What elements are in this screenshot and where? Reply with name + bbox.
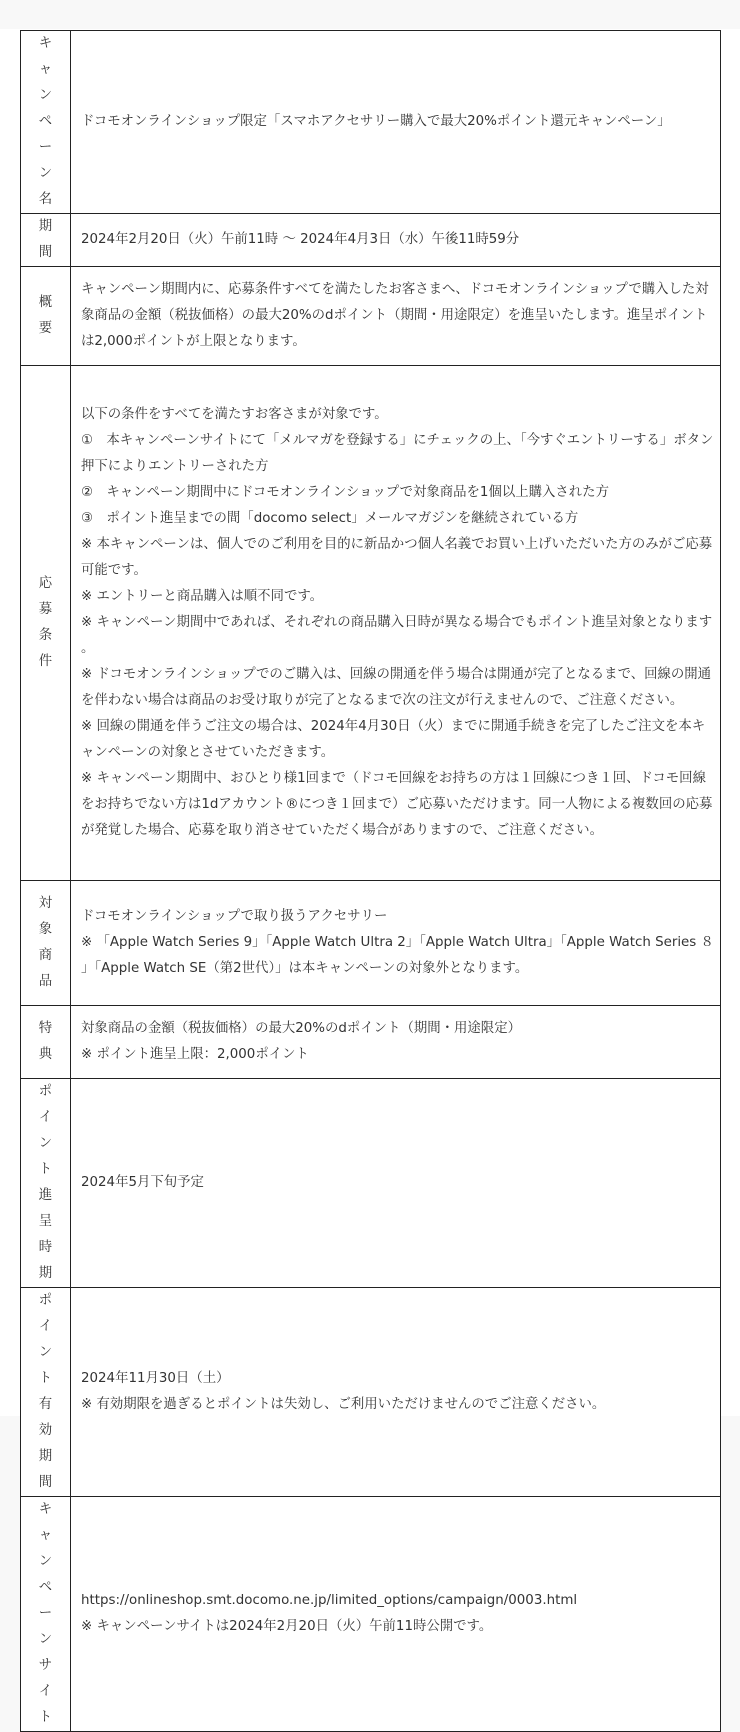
value-line: ※ 有効期限を過ぎるとポイントは失効し、ご利用いただけませんのでご注意ください。	[81, 1397, 606, 1412]
row-point-timing	[21, 1079, 721, 1288]
value-line: 2024年11月30日（土）	[81, 1371, 230, 1386]
row-label: ポイント進呈時期	[21, 1079, 71, 1288]
value-line: ドコモオンラインショップ限定「スマホアクセサリー購入で最大20%ポイント還元キャンペーン」	[81, 114, 671, 129]
row-value	[71, 267, 721, 366]
value-line: ※ 本キャンペーンは、個人でのご利用を目的に新品かつ個人名義でお買い上げいただいた方のみがご応募可能です。	[81, 537, 713, 578]
row-value	[71, 1497, 721, 1732]
value-line: ③ ポイント進呈までの間「docomo select」メールマガジンを継続されている方	[81, 511, 579, 526]
value-line: キャンペーン期間内に、応募条件すべてを満たしたお客さまへ、ドコモオンラインショップで購入した対象商品の金額（税抜価格）の最大20%のdポイント（期間・用途限定）を進呈いたします。進呈ポイントは2,000ポイントが上限となります。	[81, 282, 709, 349]
row-value	[71, 881, 721, 1006]
value-line: ※ 「Apple Watch Series 9」「Apple Watch Ultra 2」「Apple Watch Ultra」「Apple Watch Series ８」「Apple Watch SE（第2世代）」は本キャンペーンの対象外となります。	[81, 935, 714, 976]
row-benefit	[21, 1006, 721, 1079]
row-value	[71, 1006, 721, 1079]
row-label: 特典	[21, 1006, 71, 1079]
row-value	[71, 214, 721, 267]
row-point-validity	[21, 1288, 721, 1497]
value-line: ※ エントリーと商品購入は順不同です。	[81, 589, 324, 604]
value-line: 2024年5月下旬予定	[81, 1175, 204, 1190]
row-label: 応募条件	[21, 366, 71, 881]
row-label: ポイント有効期間	[21, 1288, 71, 1497]
value-line: ※ キャンペーン期間中であれば、それぞれの商品購入日時が異なる場合でもポイント進呈対象となります。	[81, 615, 713, 656]
campaign-url-link[interactable]: https://onlineshop.smt.docomo.ne.jp/limited_options/campaign/0003.html	[81, 1593, 578, 1608]
row-target-products	[21, 881, 721, 1006]
value-line: ※ 回線の開通を伴うご注文の場合は、2024年4月30日（火）までに開通手続きを完了したご注文を本キャンペーンの対象とさせていただきます。	[81, 719, 706, 760]
value-line: ドコモオンラインショップで取り扱うアクセサリー	[81, 909, 388, 924]
row-overview	[21, 267, 721, 366]
value-line: ※ ドコモオンラインショップでのご購入は、回線の開通を伴う場合は開通が完了となるまで、回線の開通を伴わない場合は商品のお受け取りが完了となるまで次の注文が行えませんので、ご注意ください。	[81, 667, 712, 708]
row-campaign-site	[21, 1497, 721, 1732]
row-conditions	[21, 366, 721, 881]
row-label: 概要	[21, 267, 71, 366]
row-value	[71, 1288, 721, 1497]
value-line: ※ キャンペーンサイトは2024年2月20日（火）午前11時公開です。	[81, 1619, 493, 1634]
row-value	[71, 31, 721, 214]
row-value	[71, 366, 721, 881]
row-label: キャンペーンサイト	[21, 1497, 71, 1732]
row-label: 期間	[21, 214, 71, 267]
value-line: 以下の条件をすべてを満たすお客さまが対象です。	[81, 407, 388, 422]
campaign-details-table	[20, 30, 721, 1732]
value-line: ② キャンペーン期間中にドコモオンラインショップで対象商品を1個以上購入された方	[81, 485, 609, 500]
value-line: 2024年2月20日（火）午前11時 〜 2024年4月3日（水）午後11時59分	[81, 232, 520, 247]
row-campaign-name	[21, 31, 721, 214]
value-line: 対象商品の金額（税抜価格）の最大20%のdポイント（期間・用途限定）	[81, 1021, 521, 1036]
row-label: 対象商品	[21, 881, 71, 1006]
row-period	[21, 214, 721, 267]
row-value	[71, 1079, 721, 1288]
value-line: ① 本キャンペーンサイトにて「メルマガを登録する」にチェックの上、「今すぐエントリーする」ボタン押下によりエントリーされた方	[81, 433, 714, 474]
value-line: ※ ポイント進呈上限：2,000ポイント	[81, 1047, 309, 1062]
value-line: ※ キャンペーン期間中、おひとり様1回まで（ドコモ回線をお持ちの方は１回線につき１回、ドコモ回線をお持ちでない方は1dアカウント®につき１回まで）ご応募いただけます。同一人物による複数回の応募が発覚した場合、応募を取り消させていただく場合がありますので、ご注意ください。	[81, 771, 713, 838]
row-label: キャンペーン名	[21, 31, 71, 214]
